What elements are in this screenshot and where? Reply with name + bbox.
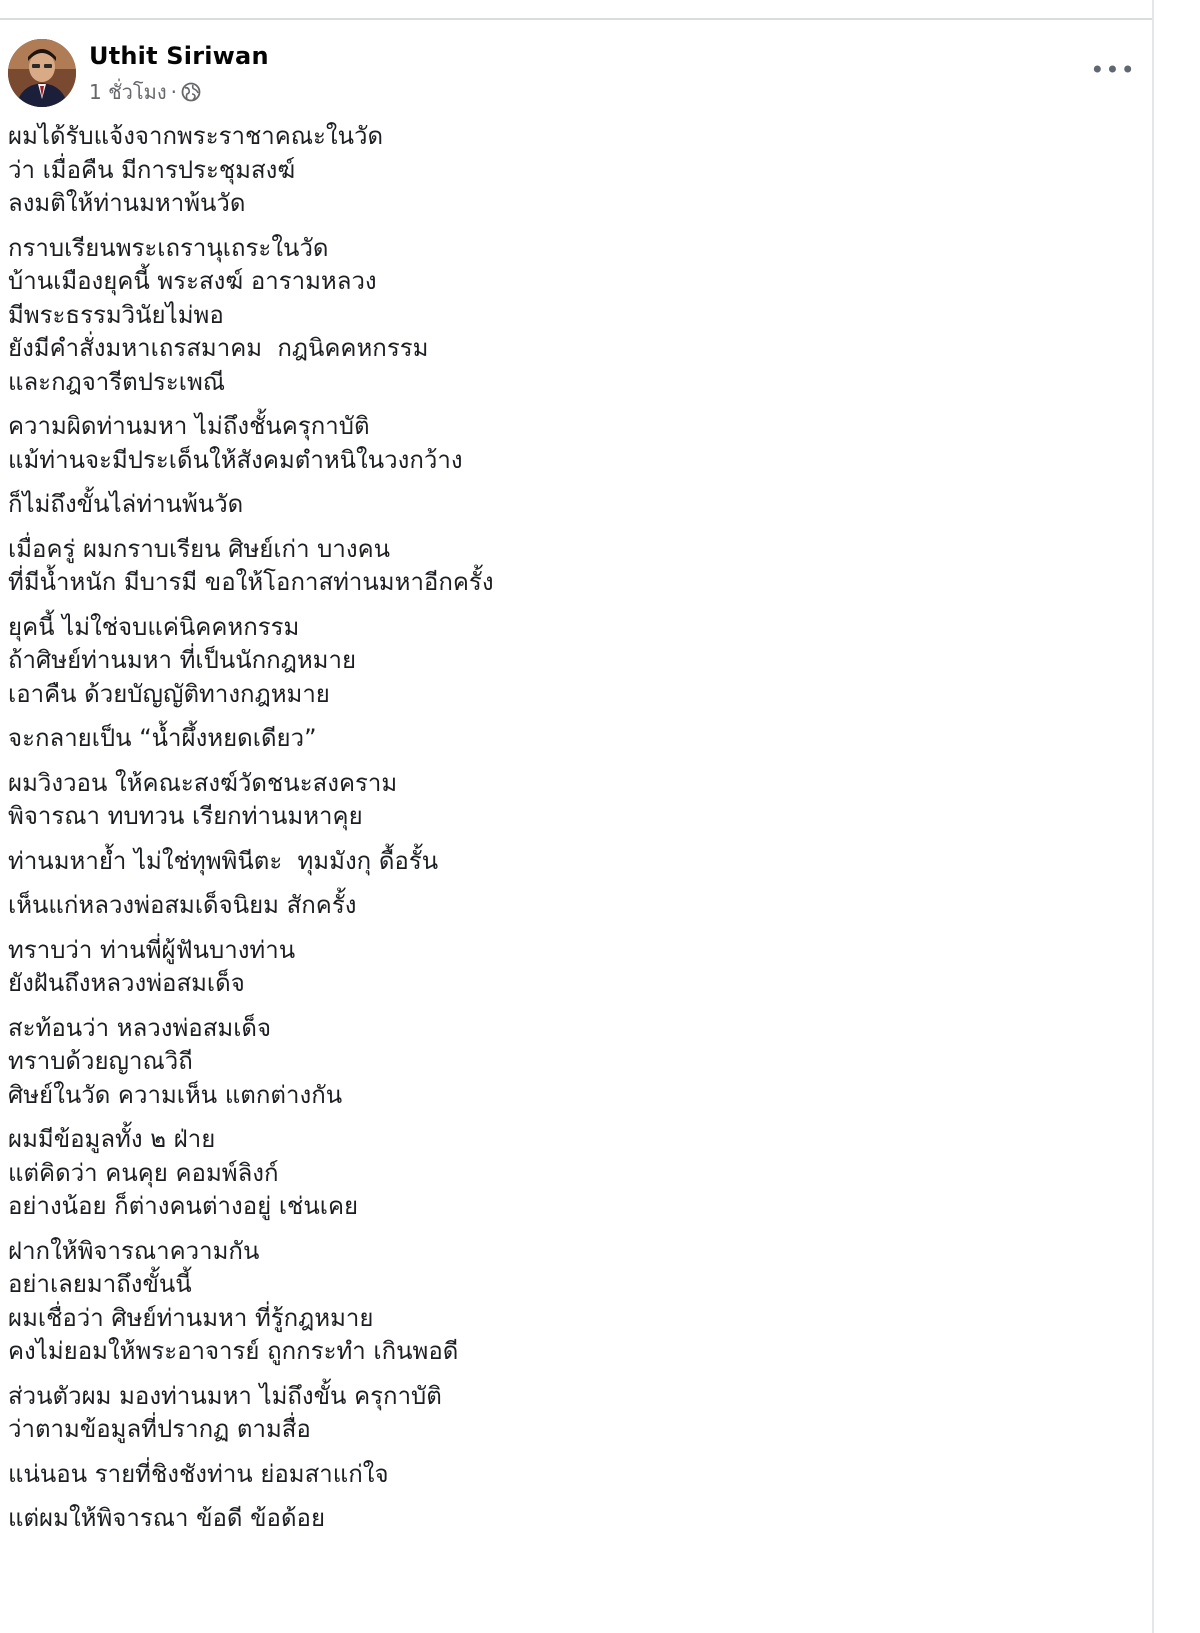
right-divider — [1152, 0, 1154, 1633]
post-line: ศิษย์ในวัด ความเห็น แตกต่างกัน — [8, 1080, 343, 1109]
post-paragraph — [8, 1502, 1128, 1536]
post-line: ว่า เมื่อคืน มีการประชุมสงฆ์ — [8, 155, 296, 184]
post-text — [8, 120, 1128, 1547]
post-paragraph — [8, 488, 1128, 522]
avatar-portrait-icon — [8, 39, 76, 107]
post-meta — [89, 76, 201, 108]
post-paragraph — [8, 120, 1128, 221]
post-line: ส่วนตัวผม มองท่านมหา ไม่ถึงขั้น ครุกาบัติ — [8, 1381, 442, 1410]
author-avatar[interactable] — [8, 39, 76, 107]
post-paragraph — [8, 845, 1128, 879]
post-line: ยังฝันถึงหลวงพ่อสมเด็จ — [8, 969, 245, 997]
post-line: อย่าเลยมาถึงขั้นนี้ — [8, 1270, 192, 1298]
post-line: ลงมติให้ท่านมหาพ้นวัด — [8, 189, 246, 217]
post-line: ความผิดท่านมหา ไม่ถึงชั้นครุกาบัติ — [8, 412, 370, 440]
post-line: กราบเรียนพระเถรานุเถระในวัด — [8, 233, 329, 262]
author-name[interactable]: Uthit Siriwan — [89, 42, 269, 70]
post-paragraph — [8, 1012, 1128, 1113]
more-options-icon[interactable]: ••• — [1090, 56, 1136, 84]
post-line: พิจารณา ทบทวน เรียกท่านมหาคุย — [8, 802, 363, 830]
post-line: จะกลายเป็น “น้ำผึ้งหยดเดียว” — [8, 724, 317, 752]
post-paragraph — [8, 889, 1128, 923]
post-line: มีพระธรรมวินัยไม่พอ — [8, 300, 224, 329]
post-line: ผมวิงวอน ให้คณะสงฆ์วัดชนะสงคราม — [8, 768, 398, 797]
post-line: อย่างน้อย ก็ต่างคนต่างอยู่ เช่นเคย — [8, 1192, 359, 1220]
post-line: แม้ท่านจะมีประเด็นให้สังคมตำหนิในวงกว้าง — [8, 445, 463, 474]
post-line: ฝากให้พิจารณาความกัน — [8, 1236, 260, 1265]
post-line: ผมมีข้อมูลทั้ง ๒ ฝ่าย — [8, 1125, 216, 1153]
post-line: บ้านเมืองยุคนี้ พระสงฆ์ อารามหลวง — [8, 267, 377, 295]
post-line: แต่คิดว่า คนคุย คอมพ์ลิงก์ — [8, 1158, 279, 1187]
post-paragraph — [8, 934, 1128, 1001]
post-paragraph — [8, 722, 1128, 756]
post-paragraph — [8, 611, 1128, 712]
post-line: ที่มีน้ำหนัก มีบารมี ขอให้โอกาสท่านมหาอีกครั้ง — [8, 568, 494, 596]
post-paragraph — [8, 232, 1128, 400]
meta-separator: · — [170, 80, 177, 104]
post-line: ท่านมหาย้ำ ไม่ใช่ทุพพินีตะ ทุมมังกุ ดื้อรั้น — [8, 846, 439, 875]
post-line: เอาคืน ด้วยบัญญัติทางกฎหมาย — [8, 679, 330, 708]
post-line: เมื่อครู่ ผมกราบเรียน ศิษย์เก่า บางคน — [8, 534, 391, 563]
post-line: ผมเชื่อว่า ศิษย์ท่านมหา ที่รู้กฎหมาย — [8, 1303, 374, 1332]
post-paragraph — [8, 1123, 1128, 1224]
post-line: และกฎจารีตประเพณี — [8, 367, 226, 396]
post-paragraph — [8, 410, 1128, 477]
post-paragraph — [8, 767, 1128, 834]
post-line: ยุคนี้ ไม่ใช่จบแค่นิคคหกรรม — [8, 612, 300, 641]
post-line: ผมได้รับแจ้งจากพระราชาคณะในวัด — [8, 122, 384, 150]
post-line: คงไม่ยอมให้พระอาจารย์ ถูกกระทำ เกินพอดี — [8, 1337, 459, 1365]
post-line: ก็ไม่ถึงขั้นไล่ท่านพ้นวัด — [8, 490, 244, 518]
post-line: ว่าตามข้อมูลที่ปรากฏ ตามสื่อ — [8, 1415, 311, 1443]
post-line: สะท้อนว่า หลวงพ่อสมเด็จ — [8, 1013, 272, 1042]
post-line: แต่ผมให้พิจารณา ข้อดี ข้อด้อย — [8, 1504, 326, 1532]
post-line: ทราบด้วยญาณวิถี — [8, 1047, 193, 1075]
post-paragraph — [8, 1380, 1128, 1447]
post-line: ถ้าศิษย์ท่านมหา ที่เป็นนักกฎหมาย — [8, 646, 356, 674]
post-time[interactable]: 1 ชั่วโมง — [89, 80, 167, 104]
post-paragraph — [8, 1458, 1128, 1492]
facebook-post — [0, 20, 1152, 1633]
post-line: เห็นแก่หลวงพ่อสมเด็จนิยม สักครั้ง — [8, 891, 357, 919]
post-line: ยังมีคำสั่งมหาเถรสมาคม กฎนิคคหกรรม — [8, 334, 429, 362]
post-paragraph — [8, 1235, 1128, 1369]
post-line: ทราบว่า ท่านพี่ผู้ฟันบางท่าน — [8, 935, 296, 964]
post-line: แน่นอน รายที่ชิงชังท่าน ย่อมสาแก่ใจ — [8, 1459, 389, 1488]
post-paragraph — [8, 533, 1128, 600]
globe-icon[interactable] — [181, 82, 201, 102]
